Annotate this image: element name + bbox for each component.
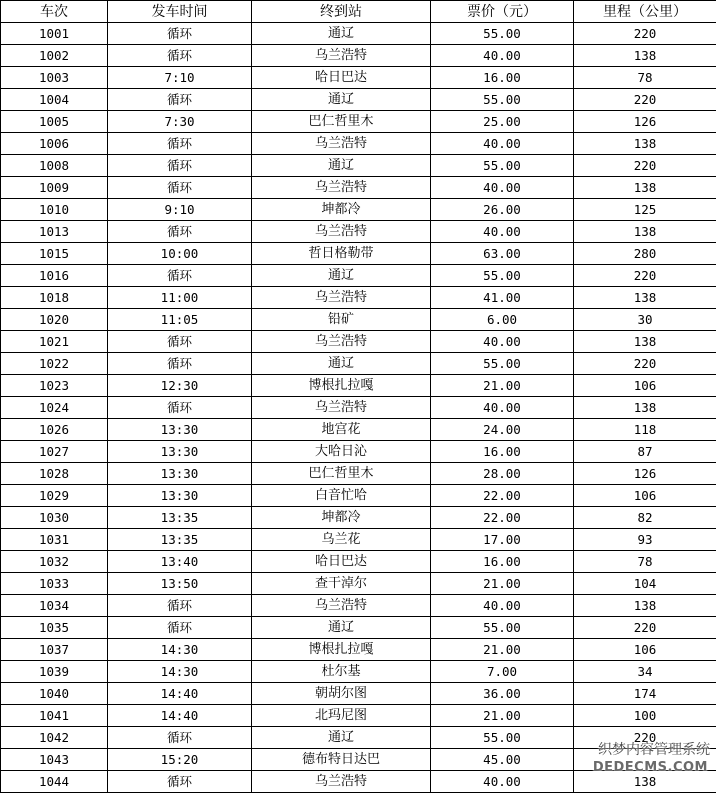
cell-destination[interactable]: 坤都冷 bbox=[252, 507, 431, 529]
watermark-text-en: DEDECMS.COM bbox=[592, 760, 708, 775]
cell-distance[interactable]: 138 bbox=[574, 177, 716, 199]
cell-departure-time[interactable]: 14:40 bbox=[108, 683, 252, 705]
cell-departure-time[interactable]: 循环 bbox=[108, 265, 252, 287]
cell-distance[interactable]: 280 bbox=[574, 243, 716, 265]
cell-fare[interactable]: 40.00 bbox=[431, 771, 574, 793]
cell-train-no[interactable]: 1023 bbox=[1, 375, 108, 397]
cell-distance[interactable]: 106 bbox=[574, 639, 716, 661]
table-row bbox=[1, 551, 716, 573]
cell-destination[interactable]: 白音忙哈 bbox=[252, 485, 431, 507]
table-row bbox=[1, 287, 716, 309]
cell-train-no[interactable]: 1024 bbox=[1, 397, 108, 419]
cell-departure-time[interactable]: 循环 bbox=[108, 177, 252, 199]
cell-destination[interactable]: 博根扎拉嘎 bbox=[252, 639, 431, 661]
cell-fare[interactable]: 40.00 bbox=[431, 221, 574, 243]
cell-train-no[interactable]: 1002 bbox=[1, 45, 108, 67]
cell-distance[interactable]: 138 bbox=[574, 133, 716, 155]
table-row bbox=[1, 309, 716, 331]
header-cell-destination[interactable]: 终到站 bbox=[252, 1, 431, 23]
cell-destination[interactable]: 乌兰浩特 bbox=[252, 331, 431, 353]
table-row bbox=[1, 441, 716, 463]
cell-fare[interactable]: 16.00 bbox=[431, 67, 574, 89]
cell-fare[interactable]: 41.00 bbox=[431, 287, 574, 309]
cell-distance[interactable]: 106 bbox=[574, 485, 716, 507]
cell-distance[interactable]: 118 bbox=[574, 419, 716, 441]
cell-fare[interactable]: 17.00 bbox=[431, 529, 574, 551]
cell-train-no[interactable]: 1042 bbox=[1, 727, 108, 749]
cell-fare[interactable]: 63.00 bbox=[431, 243, 574, 265]
cell-destination[interactable]: 乌兰浩特 bbox=[252, 177, 431, 199]
cell-destination[interactable]: 乌兰浩特 bbox=[252, 133, 431, 155]
cell-train-no[interactable]: 1015 bbox=[1, 243, 108, 265]
cell-destination[interactable]: 乌兰浩特 bbox=[252, 771, 431, 793]
cell-train-no[interactable]: 1009 bbox=[1, 177, 108, 199]
cell-distance[interactable]: 174 bbox=[574, 683, 716, 705]
cell-train-no[interactable]: 1022 bbox=[1, 353, 108, 375]
table-row bbox=[1, 463, 716, 485]
cell-destination[interactable]: 铅矿 bbox=[252, 309, 431, 331]
cell-departure-time[interactable]: 13:30 bbox=[108, 485, 252, 507]
cell-departure-time[interactable]: 循环 bbox=[108, 221, 252, 243]
table-row bbox=[1, 617, 716, 639]
cell-destination[interactable]: 乌兰浩特 bbox=[252, 287, 431, 309]
cell-departure-time[interactable]: 13:30 bbox=[108, 419, 252, 441]
cell-train-no[interactable]: 1030 bbox=[1, 507, 108, 529]
cell-train-no[interactable]: 1013 bbox=[1, 221, 108, 243]
cell-departure-time[interactable]: 循环 bbox=[108, 155, 252, 177]
table-row bbox=[1, 23, 716, 45]
cell-departure-time[interactable]: 循环 bbox=[108, 397, 252, 419]
cell-distance[interactable]: 138 bbox=[574, 45, 716, 67]
cell-train-no[interactable]: 1044 bbox=[1, 771, 108, 793]
header-cell-departure-time[interactable]: 发车时间 bbox=[108, 1, 252, 23]
cell-fare[interactable]: 16.00 bbox=[431, 551, 574, 573]
table-row bbox=[1, 419, 716, 441]
cell-departure-time[interactable]: 13:40 bbox=[108, 551, 252, 573]
cell-distance[interactable]: 126 bbox=[574, 463, 716, 485]
cell-fare[interactable]: 55.00 bbox=[431, 265, 574, 287]
cell-destination[interactable]: 通辽 bbox=[252, 617, 431, 639]
cell-train-no[interactable]: 1001 bbox=[1, 23, 108, 45]
cell-fare[interactable]: 55.00 bbox=[431, 89, 574, 111]
cell-destination[interactable]: 坤都冷 bbox=[252, 199, 431, 221]
cell-fare[interactable]: 21.00 bbox=[431, 705, 574, 727]
cell-train-no[interactable]: 1039 bbox=[1, 661, 108, 683]
cell-destination[interactable]: 德布特日达巴 bbox=[252, 749, 431, 771]
table-row bbox=[1, 661, 716, 683]
cell-departure-time[interactable]: 13:30 bbox=[108, 441, 252, 463]
cell-fare[interactable]: 21.00 bbox=[431, 639, 574, 661]
cell-destination[interactable]: 哲日格勒带 bbox=[252, 243, 431, 265]
cell-distance[interactable]: 138 bbox=[574, 221, 716, 243]
cell-departure-time[interactable]: 14:30 bbox=[108, 639, 252, 661]
cell-train-no[interactable]: 1041 bbox=[1, 705, 108, 727]
table-row bbox=[1, 45, 716, 67]
table-row bbox=[1, 155, 716, 177]
cell-departure-time[interactable]: 循环 bbox=[108, 331, 252, 353]
table-row bbox=[1, 221, 716, 243]
table-row bbox=[1, 89, 716, 111]
header-cell-train-no[interactable]: 车次 bbox=[1, 1, 108, 23]
cell-train-no[interactable]: 1003 bbox=[1, 67, 108, 89]
cell-fare[interactable]: 40.00 bbox=[431, 397, 574, 419]
cell-distance[interactable]: 100 bbox=[574, 705, 716, 727]
table-row bbox=[1, 331, 716, 353]
watermark-text-cn: 织梦内容管理系统 bbox=[598, 742, 710, 758]
table-row bbox=[1, 243, 716, 265]
cell-train-no[interactable]: 1043 bbox=[1, 749, 108, 771]
cell-distance[interactable]: 138 bbox=[574, 771, 716, 793]
table-row bbox=[1, 177, 716, 199]
cell-distance[interactable] bbox=[574, 749, 716, 771]
cell-destination[interactable]: 博根扎拉嘎 bbox=[252, 375, 431, 397]
cell-destination[interactable]: 地宫花 bbox=[252, 419, 431, 441]
cell-fare[interactable]: 40.00 bbox=[431, 595, 574, 617]
cell-distance[interactable]: 87 bbox=[574, 441, 716, 463]
cell-distance[interactable]: 34 bbox=[574, 661, 716, 683]
cell-destination[interactable]: 通辽 bbox=[252, 265, 431, 287]
cell-destination[interactable]: 通辽 bbox=[252, 727, 431, 749]
cell-departure-time[interactable]: 9:10 bbox=[108, 199, 252, 221]
cell-fare[interactable]: 40.00 bbox=[431, 331, 574, 353]
header-cell-fare[interactable]: 票价（元） bbox=[431, 1, 574, 23]
cell-fare[interactable]: 16.00 bbox=[431, 441, 574, 463]
cell-distance[interactable]: 220 bbox=[574, 89, 716, 111]
table-row bbox=[1, 705, 716, 727]
cell-train-no[interactable]: 1020 bbox=[1, 309, 108, 331]
cell-train-no[interactable]: 1008 bbox=[1, 155, 108, 177]
table-row bbox=[1, 199, 716, 221]
cell-fare[interactable]: 28.00 bbox=[431, 463, 574, 485]
cell-distance[interactable]: 138 bbox=[574, 331, 716, 353]
cell-destination[interactable]: 通辽 bbox=[252, 155, 431, 177]
cell-departure-time[interactable]: 14:30 bbox=[108, 661, 252, 683]
cell-train-no[interactable]: 1026 bbox=[1, 419, 108, 441]
cell-departure-time[interactable]: 12:30 bbox=[108, 375, 252, 397]
table-body bbox=[1, 23, 716, 793]
cell-destination[interactable]: 北玛尼图 bbox=[252, 705, 431, 727]
cell-fare[interactable]: 7.00 bbox=[431, 661, 574, 683]
cell-train-no[interactable]: 1034 bbox=[1, 595, 108, 617]
table-row bbox=[1, 133, 716, 155]
cell-distance[interactable]: 138 bbox=[574, 397, 716, 419]
cell-distance[interactable]: 106 bbox=[574, 375, 716, 397]
table-row bbox=[1, 485, 716, 507]
cell-fare[interactable]: 40.00 bbox=[431, 45, 574, 67]
cell-departure-time[interactable]: 13:50 bbox=[108, 573, 252, 595]
table-row bbox=[1, 111, 716, 133]
cell-destination[interactable]: 大哈日沁 bbox=[252, 441, 431, 463]
cell-train-no[interactable]: 1032 bbox=[1, 551, 108, 573]
cell-destination[interactable]: 乌兰花 bbox=[252, 529, 431, 551]
cell-departure-time[interactable]: 10:00 bbox=[108, 243, 252, 265]
cell-distance[interactable]: 30 bbox=[574, 309, 716, 331]
table-row bbox=[1, 639, 716, 661]
cell-fare[interactable]: 22.00 bbox=[431, 485, 574, 507]
cell-distance[interactable]: 138 bbox=[574, 595, 716, 617]
cell-distance[interactable]: 220 bbox=[574, 155, 716, 177]
cell-destination[interactable]: 查干淖尔 bbox=[252, 573, 431, 595]
cell-departure-time[interactable]: 循环 bbox=[108, 771, 252, 793]
cell-destination[interactable]: 乌兰浩特 bbox=[252, 397, 431, 419]
cell-fare[interactable]: 26.00 bbox=[431, 199, 574, 221]
cell-train-no[interactable]: 1004 bbox=[1, 89, 108, 111]
cell-departure-time[interactable]: 15:20 bbox=[108, 749, 252, 771]
cell-train-no[interactable]: 1031 bbox=[1, 529, 108, 551]
cell-distance[interactable]: 220 bbox=[574, 617, 716, 639]
table-row bbox=[1, 353, 716, 375]
cell-departure-time[interactable]: 循环 bbox=[108, 353, 252, 375]
cell-distance[interactable]: 78 bbox=[574, 551, 716, 573]
cell-departure-time[interactable]: 11:00 bbox=[108, 287, 252, 309]
cell-distance[interactable]: 93 bbox=[574, 529, 716, 551]
cell-train-no[interactable]: 1028 bbox=[1, 463, 108, 485]
cell-fare[interactable]: 55.00 bbox=[431, 727, 574, 749]
table-row bbox=[1, 397, 716, 419]
cell-fare[interactable]: 55.00 bbox=[431, 353, 574, 375]
header-cell-distance[interactable]: 里程（公里） bbox=[574, 1, 716, 23]
cell-train-no[interactable]: 1016 bbox=[1, 265, 108, 287]
cell-destination[interactable]: 哈日巴达 bbox=[252, 67, 431, 89]
cell-destination[interactable]: 乌兰浩特 bbox=[252, 221, 431, 243]
table-row bbox=[1, 573, 716, 595]
cell-fare[interactable]: 55.00 bbox=[431, 23, 574, 45]
cell-train-no[interactable]: 1035 bbox=[1, 617, 108, 639]
cell-destination[interactable]: 杜尔基 bbox=[252, 661, 431, 683]
cell-distance[interactable]: 220 bbox=[574, 265, 716, 287]
cell-train-no[interactable]: 1005 bbox=[1, 111, 108, 133]
cell-departure-time[interactable]: 13:35 bbox=[108, 529, 252, 551]
cell-train-no[interactable]: 1027 bbox=[1, 441, 108, 463]
cell-fare[interactable]: 40.00 bbox=[431, 133, 574, 155]
cell-departure-time[interactable]: 13:35 bbox=[108, 507, 252, 529]
table-row bbox=[1, 727, 716, 749]
cell-fare[interactable]: 36.00 bbox=[431, 683, 574, 705]
cell-destination[interactable]: 通辽 bbox=[252, 23, 431, 45]
cell-fare[interactable]: 55.00 bbox=[431, 155, 574, 177]
cell-destination[interactable]: 哈日巴达 bbox=[252, 551, 431, 573]
cell-departure-time[interactable]: 循环 bbox=[108, 617, 252, 639]
cell-fare[interactable]: 25.00 bbox=[431, 111, 574, 133]
table-row bbox=[1, 771, 716, 793]
cell-distance[interactable]: 126 bbox=[574, 111, 716, 133]
table-row bbox=[1, 683, 716, 705]
cell-distance[interactable]: 220 bbox=[574, 23, 716, 45]
cell-fare[interactable]: 21.00 bbox=[431, 375, 574, 397]
cell-departure-time[interactable]: 13:30 bbox=[108, 463, 252, 485]
cell-distance[interactable]: 125 bbox=[574, 199, 716, 221]
cell-departure-time[interactable]: 循环 bbox=[108, 45, 252, 67]
cell-departure-time[interactable]: 14:40 bbox=[108, 705, 252, 727]
cell-departure-time[interactable]: 循环 bbox=[108, 133, 252, 155]
cell-distance[interactable]: 78 bbox=[574, 67, 716, 89]
header-row bbox=[1, 1, 716, 23]
table-row bbox=[1, 67, 716, 89]
cell-departure-time[interactable]: 循环 bbox=[108, 23, 252, 45]
cell-destination[interactable]: 通辽 bbox=[252, 353, 431, 375]
table-row bbox=[1, 529, 716, 551]
cell-distance[interactable]: 104 bbox=[574, 573, 716, 595]
table-row bbox=[1, 507, 716, 529]
table-row bbox=[1, 749, 716, 771]
table-row bbox=[1, 265, 716, 287]
cell-departure-time[interactable]: 循环 bbox=[108, 89, 252, 111]
cell-departure-time[interactable]: 11:05 bbox=[108, 309, 252, 331]
table-row bbox=[1, 375, 716, 397]
cell-fare[interactable]: 24.00 bbox=[431, 419, 574, 441]
cell-destination[interactable]: 巴仁哲里木 bbox=[252, 111, 431, 133]
cell-fare[interactable]: 55.00 bbox=[431, 617, 574, 639]
cell-train-no[interactable]: 1018 bbox=[1, 287, 108, 309]
cell-fare[interactable]: 22.00 bbox=[431, 507, 574, 529]
cell-distance[interactable]: 220 bbox=[574, 353, 716, 375]
cell-destination[interactable]: 乌兰浩特 bbox=[252, 595, 431, 617]
cell-fare[interactable]: 6.00 bbox=[431, 309, 574, 331]
cell-train-no[interactable]: 1021 bbox=[1, 331, 108, 353]
cell-destination[interactable]: 巴仁哲里木 bbox=[252, 463, 431, 485]
cell-fare[interactable]: 40.00 bbox=[431, 177, 574, 199]
cell-departure-time[interactable]: 循环 bbox=[108, 727, 252, 749]
table-row bbox=[1, 595, 716, 617]
cell-train-no[interactable]: 1010 bbox=[1, 199, 108, 221]
cell-train-no[interactable]: 1029 bbox=[1, 485, 108, 507]
cell-distance[interactable]: 220 bbox=[574, 727, 716, 749]
cell-departure-time[interactable]: 7:10 bbox=[108, 67, 252, 89]
cell-distance[interactable]: 138 bbox=[574, 287, 716, 309]
cell-destination[interactable]: 朝胡尔图 bbox=[252, 683, 431, 705]
cell-destination[interactable]: 通辽 bbox=[252, 89, 431, 111]
cell-destination[interactable]: 乌兰浩特 bbox=[252, 45, 431, 67]
cell-distance[interactable]: 82 bbox=[574, 507, 716, 529]
cell-fare[interactable]: 45.00 bbox=[431, 749, 574, 771]
cell-train-no[interactable]: 1006 bbox=[1, 133, 108, 155]
cell-train-no[interactable]: 1040 bbox=[1, 683, 108, 705]
cell-train-no[interactable]: 1033 bbox=[1, 573, 108, 595]
cell-departure-time[interactable]: 7:30 bbox=[108, 111, 252, 133]
cell-train-no[interactable]: 1037 bbox=[1, 639, 108, 661]
cell-fare[interactable]: 21.00 bbox=[431, 573, 574, 595]
cell-departure-time[interactable]: 循环 bbox=[108, 595, 252, 617]
